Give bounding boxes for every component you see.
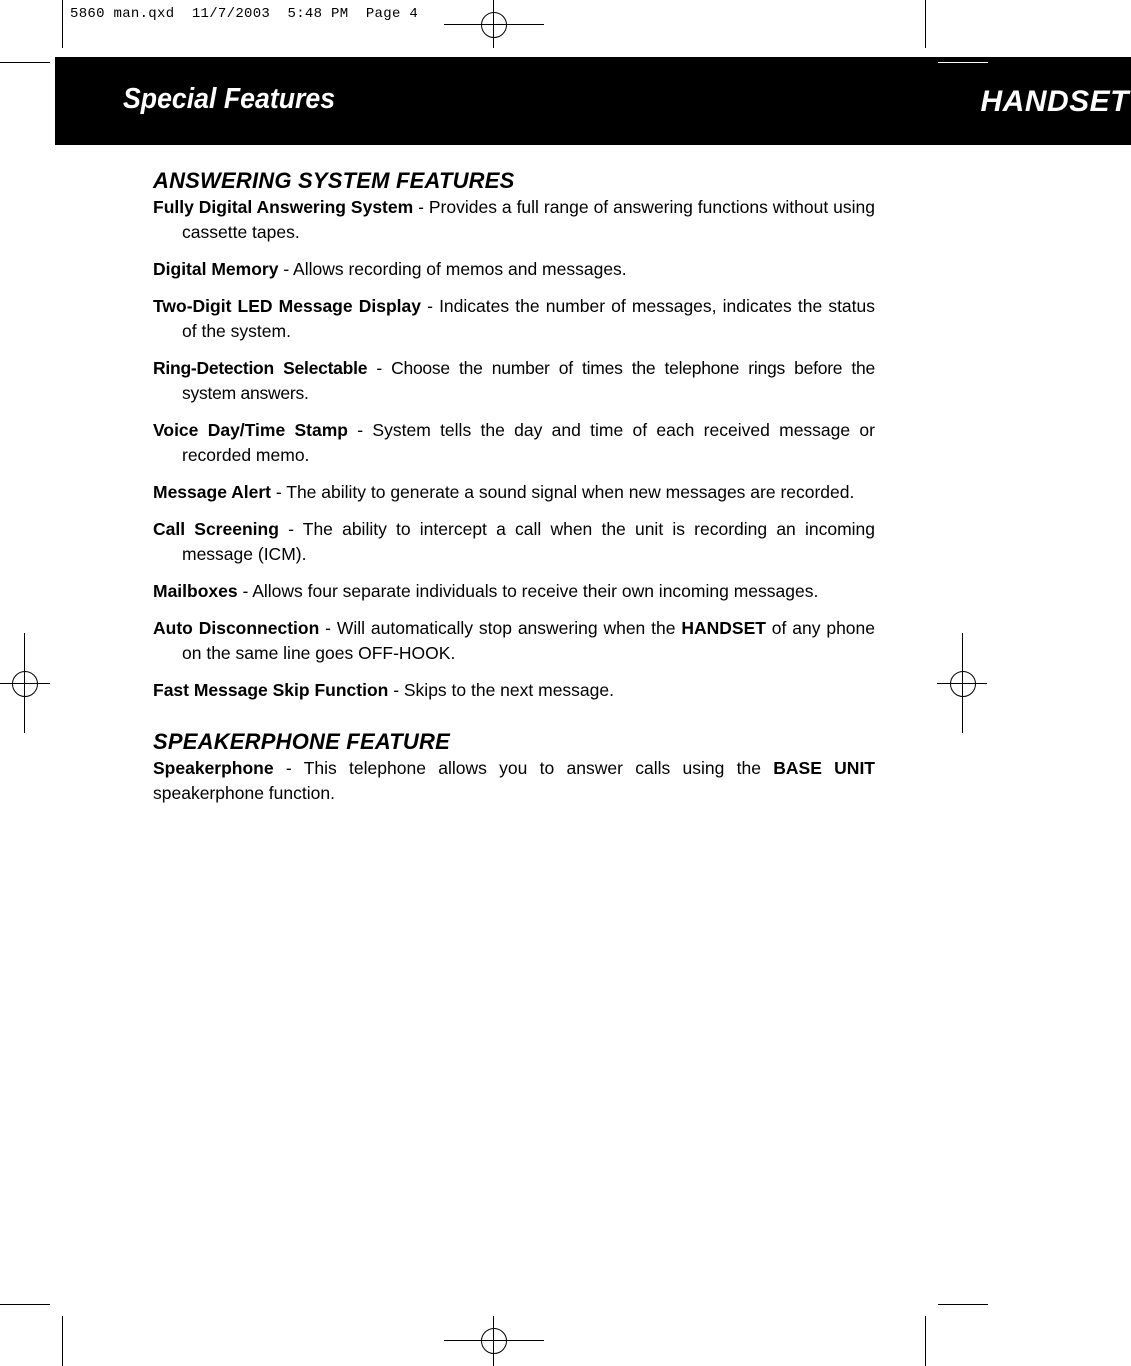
section-label: HANDSET [980, 85, 1129, 118]
feature-item [153, 418, 875, 468]
feature-desc: - The ability to generate a sound signal when new messages are recorded. [271, 482, 855, 502]
speakerphone-heading: SPEAKERPHONE FEATURE [153, 729, 450, 754]
banner-rule [938, 62, 988, 63]
reg-bottom-circle [481, 1328, 507, 1354]
feature-term: Voice Day/Time Stamp [153, 420, 348, 440]
feature-desc: - Skips to the next message. [388, 680, 614, 700]
feature-desc: - Indicates the number of messages, indicates the status of the system. [182, 296, 876, 341]
feature-term: Digital Memory [153, 259, 279, 279]
feature-desc: - Will automatically stop answering when the [319, 618, 682, 638]
feature-desc: - Choose the number of times the telephone rings before the system answers. [182, 358, 875, 403]
feature-term: Mailboxes [153, 581, 238, 601]
crop-mark-bottom-left-v [62, 1316, 63, 1366]
crop-mark-bottom-right-h [938, 1304, 988, 1305]
feature-item [153, 756, 875, 806]
answering-heading: ANSWERING SYSTEM FEATURES [153, 168, 515, 193]
feature-item [153, 356, 875, 406]
feature-term: Fast Message Skip Function [153, 680, 389, 700]
crop-mark-top-left-v [62, 0, 63, 48]
feature-desc: - This telephone allows you to answer calls using the [273, 758, 774, 778]
crop-mark-top-left-h [0, 62, 50, 63]
feature-item [153, 257, 875, 282]
feature-desc: speakerphone function. [153, 783, 335, 803]
feature-desc: - The ability to intercept a call when the unit is recording an incoming message (ICM). [182, 519, 875, 564]
reg-top-circle [481, 12, 507, 38]
crop-mark-bottom-right-v [925, 1316, 926, 1366]
feature-desc: - System tells the day and time of each received message or recorded memo. [182, 420, 875, 465]
feature-term: Call Screening [153, 519, 279, 539]
feature-item [153, 195, 875, 245]
feature-desc: - Provides a full range of answering functions without using cassette tapes. [182, 197, 875, 242]
feature-item [153, 616, 875, 666]
feature-item [153, 678, 875, 703]
feature-term: Fully Digital Answering System [153, 197, 414, 217]
printer-slug: 5860 man.qxd 11/7/2003 5:48 PM Page 4 [70, 6, 419, 22]
feature-item [153, 480, 875, 505]
feature-term: Speakerphone [153, 758, 274, 778]
feature-desc-emphasis: BASE UNIT [773, 758, 876, 778]
reg-left-circle [12, 671, 38, 697]
feature-item [153, 517, 875, 567]
feature-item [153, 579, 875, 604]
crop-mark-bottom-left-h [0, 1304, 50, 1305]
crop-mark-top-right-v [925, 0, 926, 48]
header-banner [55, 57, 1131, 145]
feature-term: Two-Digit LED Message Display [153, 296, 421, 316]
feature-content [153, 167, 875, 818]
feature-desc: of any phone on the same line goes OFF-HOOK. [182, 618, 876, 663]
feature-desc-emphasis: HANDSET [681, 618, 766, 638]
feature-desc: - Allows recording of memos and messages. [278, 259, 627, 279]
feature-term: Auto Disconnection [153, 618, 320, 638]
feature-desc: - Allows four separate individuals to receive their own incoming messages. [237, 581, 819, 601]
page-title: Special Features [123, 83, 336, 115]
feature-term: Message Alert [153, 482, 272, 502]
reg-right-circle [950, 671, 976, 697]
feature-item [153, 294, 875, 344]
feature-term: Ring-Detection Selectable [153, 358, 368, 378]
